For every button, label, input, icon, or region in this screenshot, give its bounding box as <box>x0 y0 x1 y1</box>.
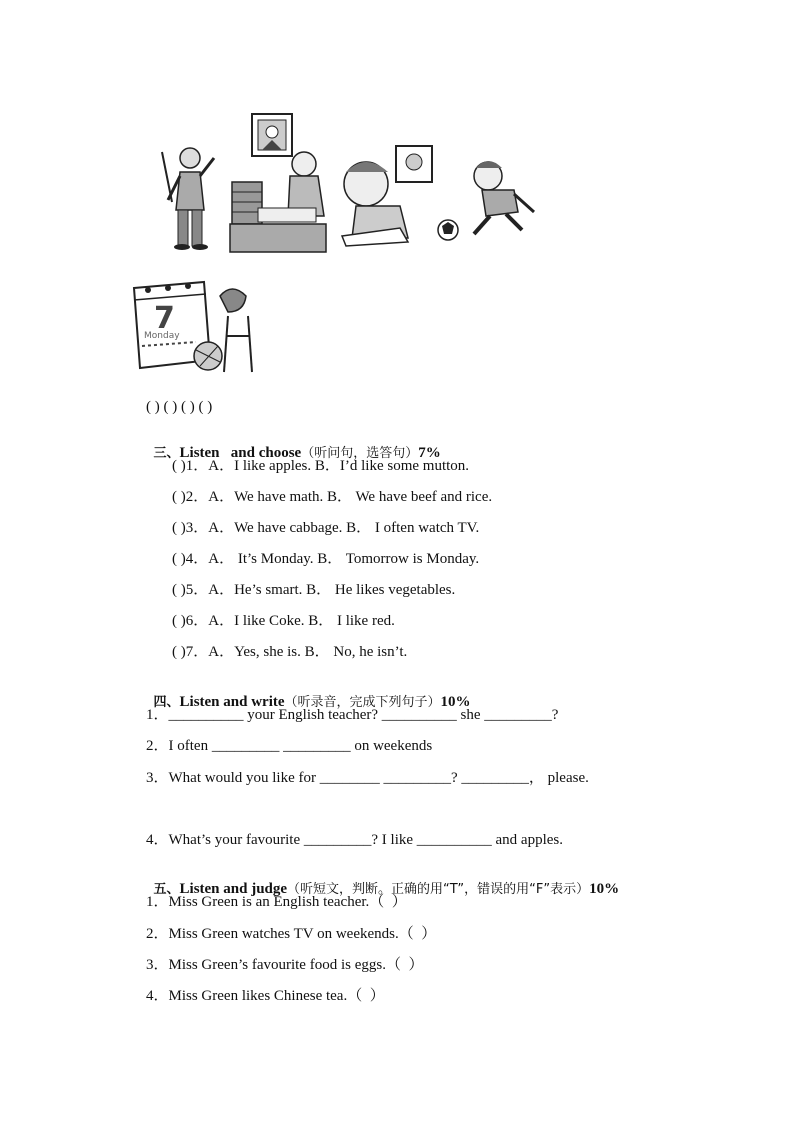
section5-statement-2: 2．Miss Green watches TV on weekends.（ ） <box>146 926 437 942</box>
section4-sentence-3: 3．What would you like for ________ _________? _________， please. <box>146 770 589 786</box>
section3-question-4: ( )4．A． It’s Monday. B． Tomorrow is Monday. <box>172 551 480 567</box>
section3-question-5: ( )5．A．He’s smart. B． He likes vegetables. <box>172 582 456 598</box>
section3-question-7: ( )7．A．Yes, she is. B． No, he isn’t. <box>172 644 408 660</box>
student-doing-homework-picture <box>228 112 328 254</box>
section5-statement-4: 4．Miss Green likes Chinese tea.（ ） <box>146 988 385 1004</box>
boy-drawing-picture <box>338 142 438 248</box>
section3-question-1: ( )1．A．I like apples. B．I’d like some mutton. <box>172 458 470 474</box>
section5-score: 10% <box>589 881 620 897</box>
section5-title-en: Listen and judge <box>179 881 288 897</box>
section5-number: 五、 <box>153 882 180 897</box>
section4-title-cn: （听录音，完成下列句子） <box>284 695 441 710</box>
section4-score: 10% <box>440 694 471 710</box>
section4-title-en: Listen and write <box>179 694 285 710</box>
section3-title-en: Listen and choose <box>179 445 302 461</box>
answer-brackets-row: ( ) ( ) ( ) ( ) <box>146 399 213 415</box>
section5-statement-3: 3．Miss Green’s favourite food is eggs.（ ） <box>146 957 424 973</box>
calendar-day: Monday <box>144 331 180 341</box>
section3-question-6: ( )6．A．I like Coke. B． I like red. <box>172 613 395 629</box>
section3-question-3: ( )3．A．We have cabbage. B． I often watch TV. <box>172 520 480 536</box>
section5-title-cn: （听短文，判断。正确的用“T”，错误的用“F”表示） <box>287 882 590 897</box>
calendar-picture <box>124 276 266 380</box>
section3-title-cn: （听问句，选答句） <box>301 446 419 461</box>
teacher-picture <box>158 140 220 252</box>
section3-score: 7% <box>418 445 441 461</box>
section3-question-2: ( )2．A．We have math. B． We have beef and rice. <box>172 489 493 505</box>
calendar-number: 7 <box>154 301 175 336</box>
section4-sentence-2: 2．I often _________ _________ on weekends <box>146 738 433 754</box>
section4-sentence-1: 1．__________ your English teacher? __________ she _________? <box>146 707 559 723</box>
section5-statement-1: 1．Miss Green is an English teacher.（ ） <box>146 894 407 910</box>
section3-number: 三、 <box>153 446 180 461</box>
section4-number: 四、 <box>153 695 180 710</box>
section4-sentence-4: 4．What’s your favourite _________? I like __________ and apples. <box>146 832 563 848</box>
boy-playing-football-picture <box>434 150 542 246</box>
